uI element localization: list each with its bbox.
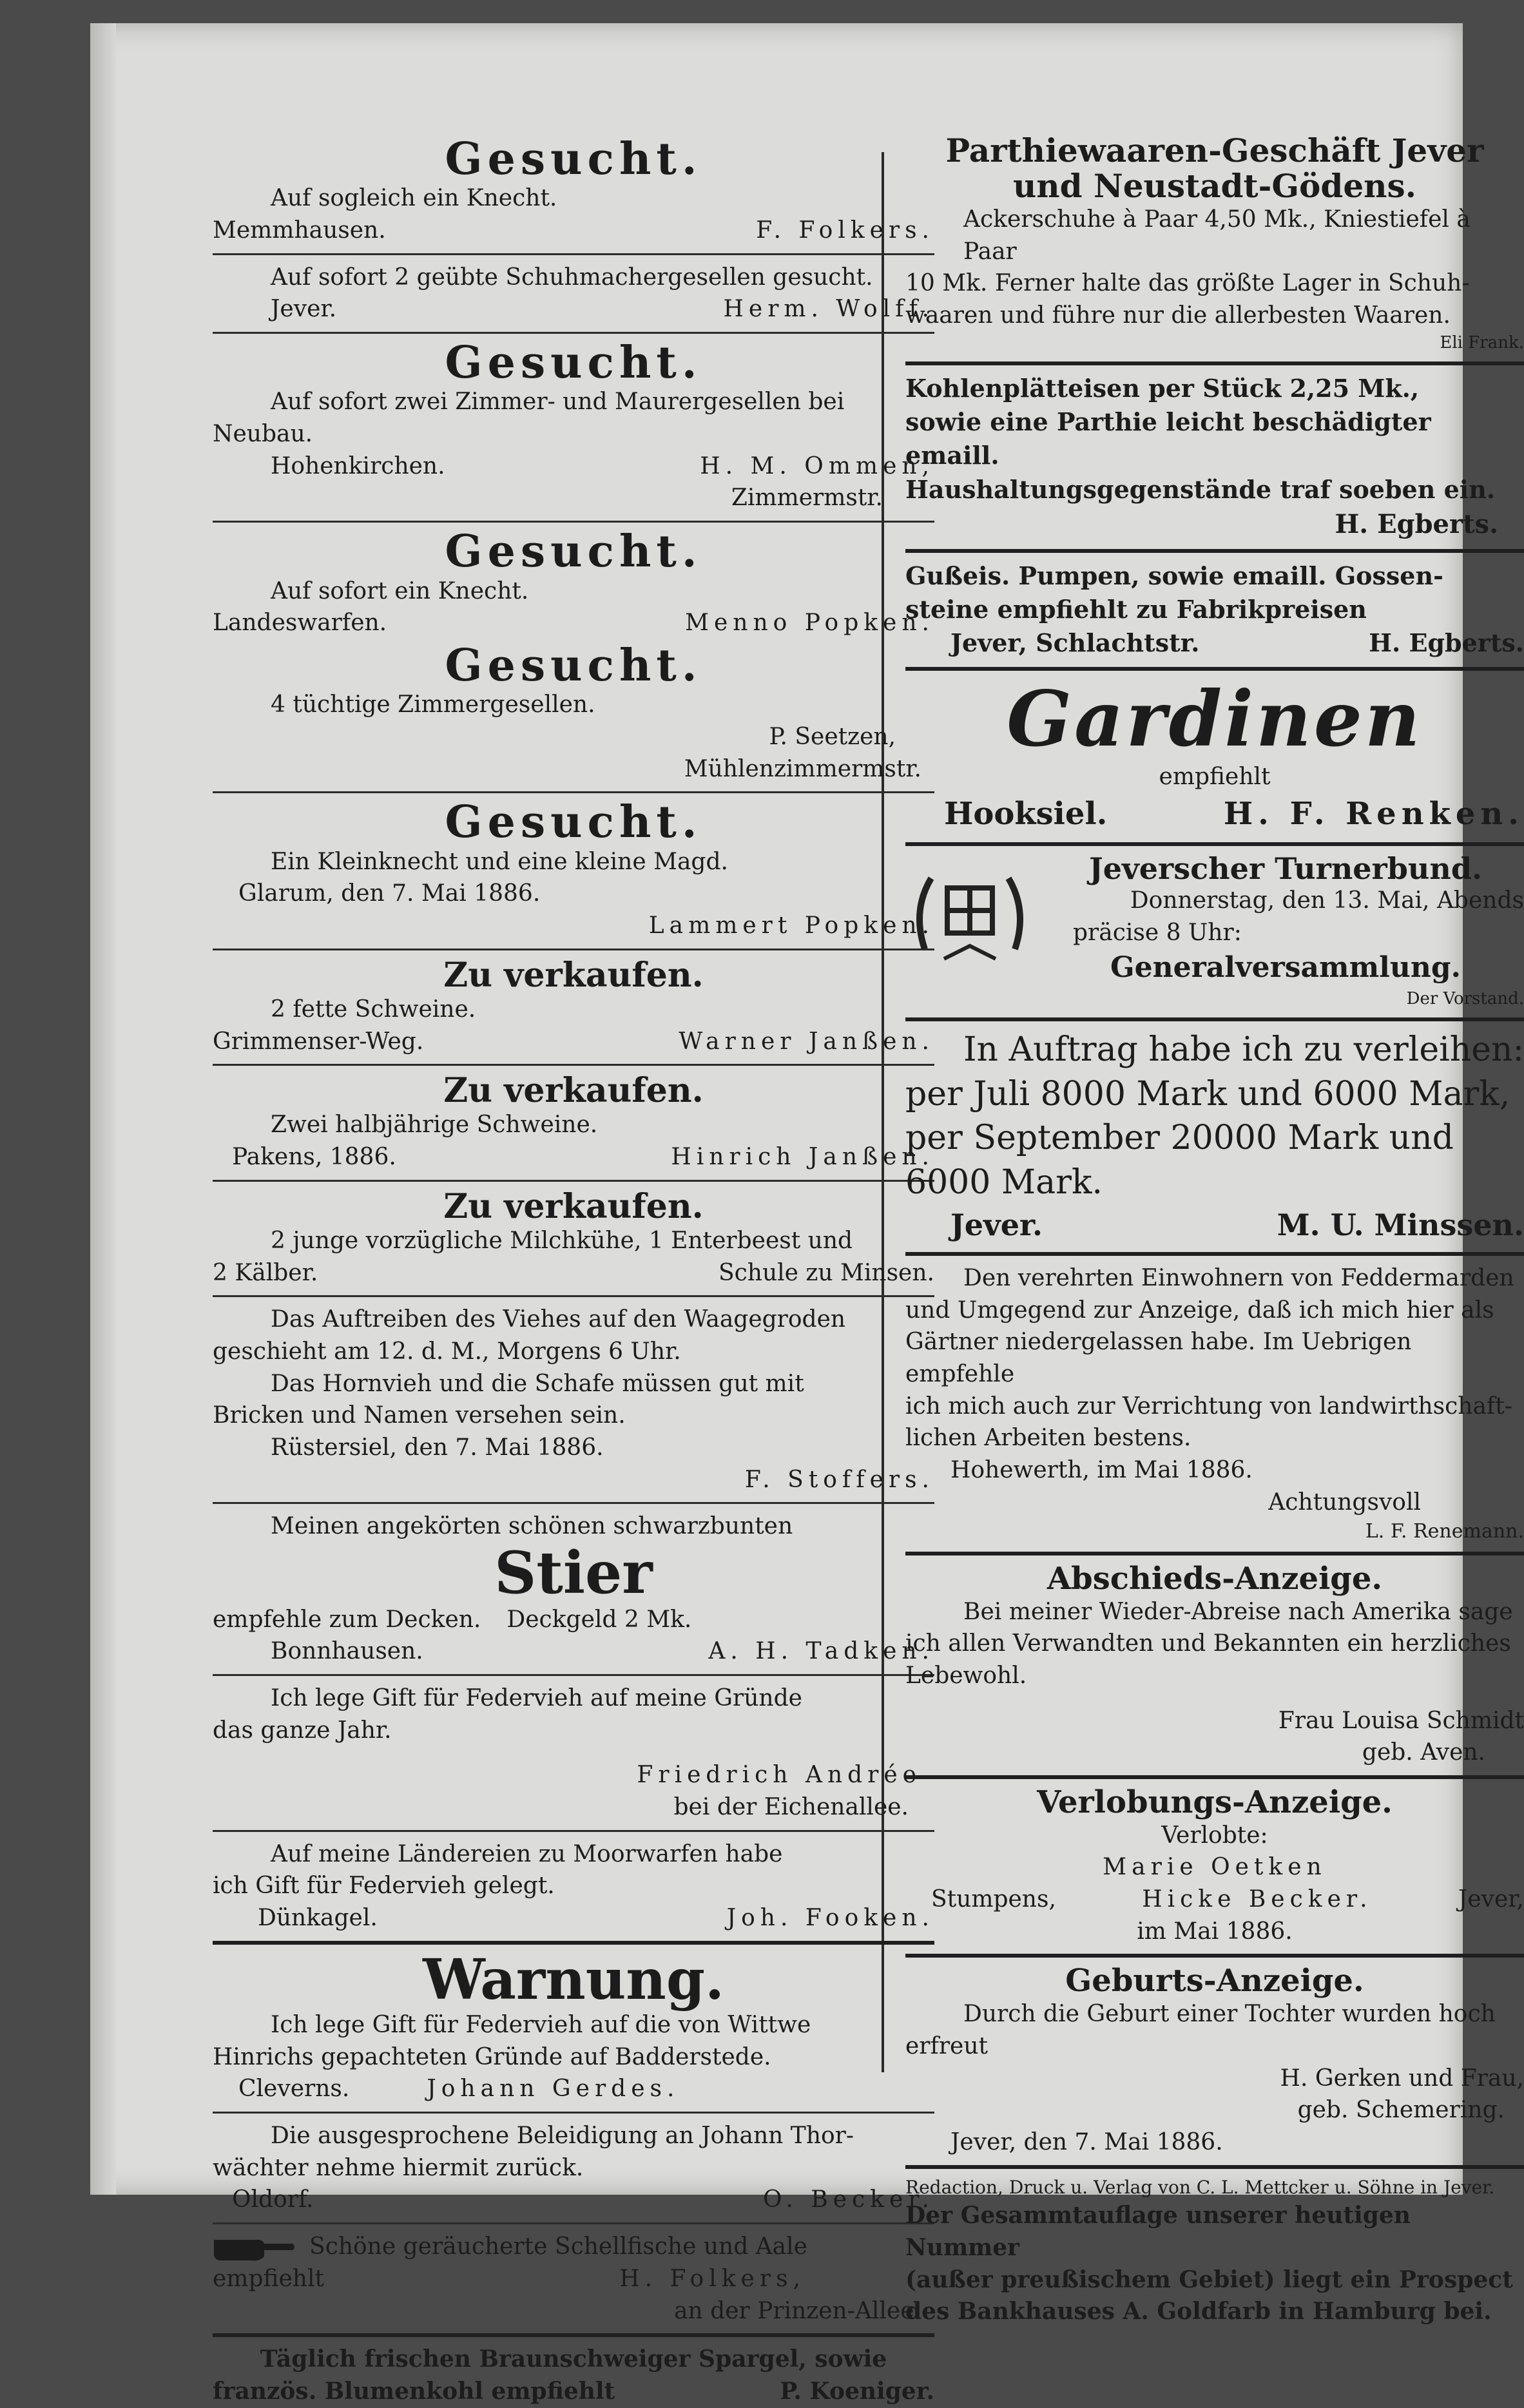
ad-line-3: Generalversammlung. <box>1110 951 1461 985</box>
ad-line-6: Achtungsvoll <box>1268 1488 1421 1516</box>
ad-line-1: Kohlenplätteisen per Stück 2,25 Mk., <box>905 373 1420 403</box>
ad-name: Schule zu Minsen. <box>718 1259 934 1286</box>
ad-name-2: Hicke Becker. <box>1142 1886 1373 1913</box>
separator <box>905 1017 1524 1021</box>
separator <box>213 1295 934 1297</box>
ad-name-1: Marie Oetken <box>1103 1854 1327 1881</box>
right-column <box>905 133 1524 2328</box>
ad-place-1: Stumpens, <box>931 1886 1056 1913</box>
ad-name: Warner Janßen. <box>679 1028 934 1055</box>
ad-place: Rüstersiel, den 7. Mai 1886. <box>271 1434 604 1461</box>
ad-text-2: 2 Kälber. <box>213 1259 318 1286</box>
ad-place: Dünkagel. <box>258 1904 378 1931</box>
ad-waagegroden-stoffers <box>213 1304 934 1496</box>
ad-place: Cleverns. <box>238 2076 350 2103</box>
ad-name: Joh. Fooken. <box>726 1904 934 1931</box>
ad-gesucht-ommen <box>213 337 934 514</box>
ad-line-3: Gärtner niedergelassen habe. Im Uebrigen empfehle <box>905 1329 1412 1388</box>
ad-title: Zu verkaufen. <box>443 1186 704 1226</box>
ad-name: H. Folkers, <box>619 2265 805 2292</box>
newspaper-page <box>90 23 1524 2405</box>
ad-line-2: ich Gift für Federvieh gelegt. <box>213 1873 555 1900</box>
separator <box>905 667 1524 671</box>
ad-line-1: Schöne geräucherte Schellfische und Aale <box>309 2233 807 2260</box>
page-spine <box>90 23 116 2195</box>
ad-line-4: Bricken und Namen versehen sein. <box>213 1402 626 1429</box>
ad-name: Eli Frank. <box>1440 332 1524 352</box>
ad-place: Pakens, 1886. <box>232 1144 396 1171</box>
ad-line-1: Das Auftreiben des Viehes auf den Waagegroden <box>271 1306 846 1333</box>
ad-place: Jever, Schlachtstr. <box>950 628 1200 658</box>
ad-gesucht-lammert-popken <box>213 796 934 941</box>
separator <box>905 1954 1524 1958</box>
ad-text: 2 junge vorzügliche Milchkühe, 1 Enterbeest und <box>271 1227 853 1254</box>
ad-line-2: per Juli 8000 Mark und 6000 Mark, <box>905 1074 1510 1113</box>
pointing-hand-icon <box>213 2231 296 2263</box>
separator <box>213 253 934 255</box>
ad-line-1: Gußeis. Pumpen, sowie emaill. Gossen- <box>905 561 1443 590</box>
ad-line-2: geschieht am 12. d. M., Morgens 6 Uhr. <box>213 1338 681 1365</box>
ad-date: im Mai 1886. <box>1137 1918 1293 1945</box>
ad-title-1: Parthiewaaren-Geschäft Jever <box>945 131 1484 169</box>
ad-name: M. U. Minssen. <box>1277 1207 1524 1242</box>
ad-line-1: Bei meiner Wieder-Abreise nach Amerika sage <box>963 1598 1513 1625</box>
ad-line-2: steine empfiehlt zu Fabrikpreisen <box>905 594 1367 624</box>
ad-name: Johann Gerdes. <box>427 2076 680 2103</box>
ad-role: Mühlenzimmermstr. <box>684 755 921 782</box>
ad-name: P. Seetzen, <box>769 723 896 750</box>
ad-text: Auf sofort zwei Zimmer- und Maurergesellen bei Neubau. <box>213 389 845 448</box>
ad-schellfische-folkers <box>213 2231 934 2327</box>
ad-line-2: sowie eine Parthie leicht beschädigter emaill. <box>905 407 1431 470</box>
ad-schuhmacher-wolff <box>213 262 934 325</box>
ad-name: L. F. Renemann. <box>1365 1520 1524 1543</box>
separator <box>905 1252 1524 1256</box>
ad-title: Warnung. <box>423 1947 724 2012</box>
separator <box>213 1502 934 1504</box>
ad-place-2: Jever, <box>1458 1886 1524 1913</box>
ad-gift-fooken <box>213 1838 934 1934</box>
ad-line-2: und Umgegend zur Anzeige, daß ich mich hier als <box>905 1296 1494 1324</box>
separator <box>905 1552 1524 1556</box>
ad-beleidigung-becker <box>213 2120 934 2216</box>
ad-title: Gesucht. <box>445 337 702 389</box>
ad-line-3: per September 20000 Mark und <box>905 1119 1454 1158</box>
ad-line-2: empfiehlt <box>213 2265 324 2292</box>
ad-line-1: Die ausgesprochene Beleidigung an Johann Thor- <box>271 2122 854 2149</box>
ad-title: Geburts-Anzeige. <box>1065 1963 1364 1999</box>
ad-line-2: präcise 8 Uhr: <box>1073 919 1242 946</box>
ad-place: Hohewerth, im Mai 1886. <box>950 1457 1253 1484</box>
ad-line-1: Ich lege Gift für Federvieh auf meine Gründe <box>271 1684 802 1711</box>
separator <box>213 2112 934 2114</box>
separator <box>213 2222 934 2224</box>
ad-fee: Deckgeld 2 Mk. <box>506 1606 692 1633</box>
ad-line-2: Hinrichs gepachteten Gründe auf Badderstede. <box>213 2043 771 2070</box>
ad-text: 2 fette Schweine. <box>271 996 476 1023</box>
ad-title: Zu verkaufen. <box>443 955 704 995</box>
ad-text: Ein Kleinknecht und eine kleine Magd. <box>271 848 728 875</box>
ad-warnung-gerdes <box>213 1947 934 2105</box>
ad-addr: an der Prinzen-Allee. <box>674 2297 921 2324</box>
ad-line-3: waaren und führe nur die allerbesten Waaren. <box>905 302 1451 329</box>
ad-name-2: geb. Schemering. <box>1297 2097 1505 2124</box>
ad-name: Menno Popken. <box>685 610 934 637</box>
ad-text: 4 tüchtige Zimmergesellen. <box>271 691 595 718</box>
ad-line-1: Meinen angekörten schönen schwarzbunten <box>271 1513 793 1540</box>
ad-verkaufen-warner <box>213 957 934 1058</box>
ad-auftrag-minssen <box>905 1028 1524 1246</box>
ad-line-1: Täglich frischen Braunschweiger Spargel, sowie <box>260 2345 887 2373</box>
left-column <box>213 133 934 2408</box>
ad-text: Auf sofort ein Knecht. <box>271 577 529 604</box>
ad-name: H. Egberts. <box>1369 628 1524 658</box>
ad-line-1: Den verehrten Einwohnern von Feddermarden <box>963 1265 1514 1292</box>
ad-name: Lammert Popken. <box>648 912 934 939</box>
ad-gift-andree <box>213 1682 934 1824</box>
ad-line-2: das ganze Jahr. <box>213 1717 392 1744</box>
ad-gaertner-renemann <box>905 1262 1524 1545</box>
separator <box>213 949 934 950</box>
ad-date: Jever, den 7. Mai 1886. <box>950 2128 1223 2155</box>
imprint-line: Redaction, Druck u. Verlag von C. L. Mettcker u. Söhne in Jever. <box>905 2176 1495 2198</box>
ad-title: Abschieds-Anzeige. <box>1047 1560 1383 1597</box>
turnerbund-emblem-icon <box>905 852 1034 981</box>
separator <box>905 361 1524 365</box>
ad-name: Frau Louisa Schmidt <box>1278 1707 1524 1734</box>
ad-line-1: Ackerschuhe à Paar 4,50 Mk., Kniestiefel à Paar <box>963 206 1471 265</box>
notice-line-3: des Bankhauses A. Goldfarb in Hamburg bei. <box>905 2298 1492 2326</box>
ad-title-2: und Neustadt-Gödens. <box>1012 167 1417 205</box>
ad-line-2: erfreut <box>905 2032 989 2059</box>
ad-line-4: ich mich auch zur Verrichtung von landwirthschaft- <box>905 1392 1512 1420</box>
ad-name: A. H. Tadken. <box>708 1638 934 1665</box>
ad-title: Gesucht. <box>445 133 702 185</box>
ad-name: Herm. Wolff. <box>723 296 934 323</box>
ad-line-4: 6000 Mark. <box>905 1162 1103 1202</box>
ad-text: Auf sogleich ein Knecht. <box>271 185 557 212</box>
ad-line-2: ich allen Verwandten und Bekannten ein herzliches <box>905 1630 1511 1657</box>
ad-line-1: Verlobte: <box>1161 1822 1268 1849</box>
separator <box>213 1180 934 1182</box>
ad-name: H. F. Renken. <box>1223 796 1524 833</box>
ad-gesucht-popken <box>213 526 934 639</box>
ad-line-5: lichen Arbeiten bestens. <box>905 1425 1191 1452</box>
ad-place: Landeswarfen. <box>213 610 387 637</box>
ad-gardinen-renken <box>905 673 1524 836</box>
ad-line-3: Lebewohl. <box>905 1662 1027 1689</box>
ad-text: Auf sofort 2 geübte Schuhmachergesellen gesucht. <box>271 264 873 291</box>
ad-place: Jever. <box>950 1207 1043 1242</box>
ad-line-3: Das Hornvieh und die Schafe müssen gut mit <box>271 1370 804 1397</box>
ad-name-2: geb. Aven. <box>1362 1739 1485 1766</box>
ad-spargel-koeniger <box>213 2344 934 2407</box>
ad-name: H. Egberts. <box>1335 509 1498 540</box>
ad-verkaufen-hinrich <box>213 1072 934 1173</box>
ad-kohlenplaetteisen-egberts <box>905 372 1524 543</box>
ad-line-1: In Auftrag habe ich zu verleihen: <box>963 1030 1524 1070</box>
separator <box>213 521 934 523</box>
ad-line-1: Auf meine Ländereien zu Moorwarfen habe <box>271 1840 783 1867</box>
ad-title: Gardinen <box>1007 673 1423 764</box>
ad-name-1: H. Gerken und Frau, <box>1280 2065 1524 2092</box>
separator <box>905 1775 1524 1779</box>
ad-line-1: Ich lege Gift für Federvieh auf die von Wittwe <box>271 2011 811 2038</box>
ad-place: Hooksiel. <box>944 796 1108 833</box>
imprint <box>905 2175 1524 2328</box>
ad-title: Zu verkaufen. <box>443 1071 704 1111</box>
ad-line-2: 10 Mk. Ferner halte das größte Lager in Schuh- <box>905 270 1470 297</box>
ad-place: Hohenkirchen. <box>271 452 445 479</box>
ad-place: Bonnhausen. <box>271 1638 423 1665</box>
ad-title: Gesucht. <box>445 639 702 691</box>
separator <box>213 2333 934 2337</box>
ad-line-1: Donnerstag, den 13. Mai, Abends <box>1130 887 1524 914</box>
ad-line-3: Haushaltungsgegenstände traf soeben ein. <box>905 474 1496 504</box>
ad-stier-tadken <box>213 1510 934 1668</box>
ad-gesucht-seetzen <box>213 639 934 785</box>
ad-name: Der Vorstand. <box>1406 989 1524 1009</box>
ad-geburt-gerken <box>905 1964 1524 2158</box>
separator <box>905 549 1524 553</box>
ad-pumpen-egberts <box>905 559 1524 660</box>
ad-name: Hinrich Janßen. <box>671 1144 934 1171</box>
ad-title: Gesucht. <box>445 796 702 849</box>
separator <box>905 2165 1524 2169</box>
ad-name: F. Stoffers. <box>744 1466 934 1493</box>
ad-name: Friedrich Andrée <box>637 1762 921 1789</box>
ad-line-1: empfiehlt <box>1159 763 1271 790</box>
ad-verlobung <box>905 1786 1524 1947</box>
ad-gesucht-knecht-folkers <box>213 133 934 247</box>
separator <box>213 1941 934 1945</box>
ad-abschied-schmidt <box>905 1562 1524 1769</box>
ad-name: F. Folkers. <box>756 217 934 244</box>
separator <box>213 1064 934 1066</box>
ad-title: Jeverscher Turnerbund. <box>1089 851 1482 886</box>
ad-verkaufen-minsen <box>213 1188 934 1289</box>
ad-turnerbund <box>905 852 1524 1012</box>
ad-text: Zwei halbjährige Schweine. <box>271 1112 598 1139</box>
separator <box>213 791 934 793</box>
ad-role: Zimmermstr. <box>731 485 883 512</box>
ad-name: H. M. Ommen, <box>700 452 934 479</box>
ad-name: P. Koeniger. <box>780 2377 934 2405</box>
ad-line-2: wächter nehme hiermit zurück. <box>213 2154 584 2181</box>
notice-line-1: Der Gesammtauflage unserer heutigen Nummer <box>905 2202 1411 2261</box>
ad-line-2: französ. Blumenkohl empfiehlt <box>213 2377 615 2405</box>
ad-title: Stier <box>494 1539 653 1607</box>
separator <box>905 842 1524 846</box>
ad-place: Oldorf. <box>232 2186 314 2213</box>
ad-line-1: Durch die Geburt einer Tochter wurden hoch <box>963 2001 1496 2028</box>
ad-parthiewaaren-frank <box>905 133 1524 355</box>
ad-place: Grimmenser-Weg. <box>213 1028 424 1055</box>
ad-title: Gesucht. <box>445 526 702 578</box>
separator <box>213 1674 934 1676</box>
ad-title: Verlobungs-Anzeige. <box>1037 1784 1393 1820</box>
ad-place: Glarum, den 7. Mai 1886. <box>238 880 541 907</box>
separator <box>213 332 934 334</box>
separator <box>213 1830 934 1832</box>
ad-line-2: empfehle zum Decken. <box>213 1606 481 1633</box>
ad-name: O. Becker. <box>762 2186 934 2213</box>
notice-line-2: (außer preußischem Gebiet) liegt ein Prospect <box>905 2266 1513 2293</box>
ad-place: Jever. <box>271 296 337 323</box>
ad-place: Memmhausen. <box>213 217 386 244</box>
ad-addr: bei der Eichenallee. <box>673 1793 909 1820</box>
